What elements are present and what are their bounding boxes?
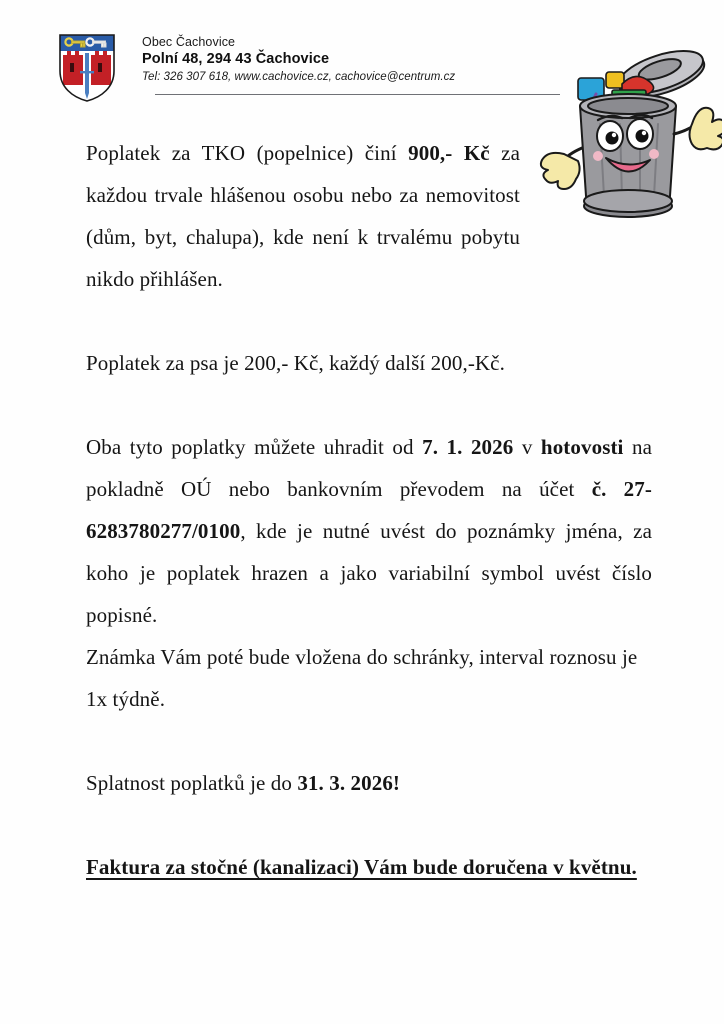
tko-fee-amount: 900,- Kč <box>408 141 490 165</box>
paragraph-due-date <box>86 762 652 804</box>
header-divider <box>155 94 560 95</box>
coat-of-arms-icon <box>58 33 116 103</box>
tko-fee-rest: za každou trvale hlášenou osobu nebo za nemovitost (dům, byt, chalupa), kde není k trvalému pobytu nikdo přihlášen. <box>86 141 520 291</box>
organization-contact: Tel: 326 307 618, www.cachovice.cz, cachovice@centrum.cz <box>142 71 456 83</box>
letterhead <box>0 0 724 118</box>
spacer <box>86 720 652 762</box>
tko-fee-lead: Poplatek za TKO (popelnice) činí <box>86 141 409 165</box>
payment-lead: Oba tyto poplatky můžete uhradit od <box>86 435 423 459</box>
paragraph-payment-methods <box>86 426 652 636</box>
due-date-value: 31. 3. 2026! <box>297 771 401 795</box>
mascot-text-wrap <box>520 132 652 258</box>
paragraph-sticker-delivery: Známka Vám poté bude vložena do schránky, interval roznosu je 1x týdně. <box>86 645 638 711</box>
payment-mid-2: na pokladně OÚ nebo bankovním převodem na účet <box>86 435 652 501</box>
notice-body <box>86 132 652 888</box>
spacer <box>86 384 652 426</box>
bank-account-number: č. 27-6283780277/0100 <box>86 477 652 543</box>
organization-address: Polní 48, 294 43 Čachovice <box>142 51 330 67</box>
payment-start-date: 7. 1. 2026 <box>422 435 514 459</box>
paragraph-tko-fee <box>86 132 652 300</box>
spacer <box>86 300 652 342</box>
organization-block <box>142 34 572 85</box>
paragraph-dog-fee: Poplatek za psa je 200,- Kč, každý další 200,-Kč. <box>86 351 505 375</box>
payment-cash-word: hotovosti <box>540 435 624 459</box>
payment-mid-1: v <box>513 435 541 459</box>
paragraph-sewer-invoice <box>86 846 652 888</box>
payment-tail: , kde je nutné uvést do poznámky jména, za koho je poplatek hrazen a jako variabilní symbol uvést číslo popisné. <box>86 519 652 627</box>
due-date-lead: Splatnost poplatků je do <box>86 771 298 795</box>
spacer <box>86 804 652 846</box>
organization-name: Obec Čachovice <box>142 35 236 49</box>
sewer-invoice-text: Faktura za stočné (kanalizaci) Vám bude doručena v květnu. <box>86 855 637 879</box>
